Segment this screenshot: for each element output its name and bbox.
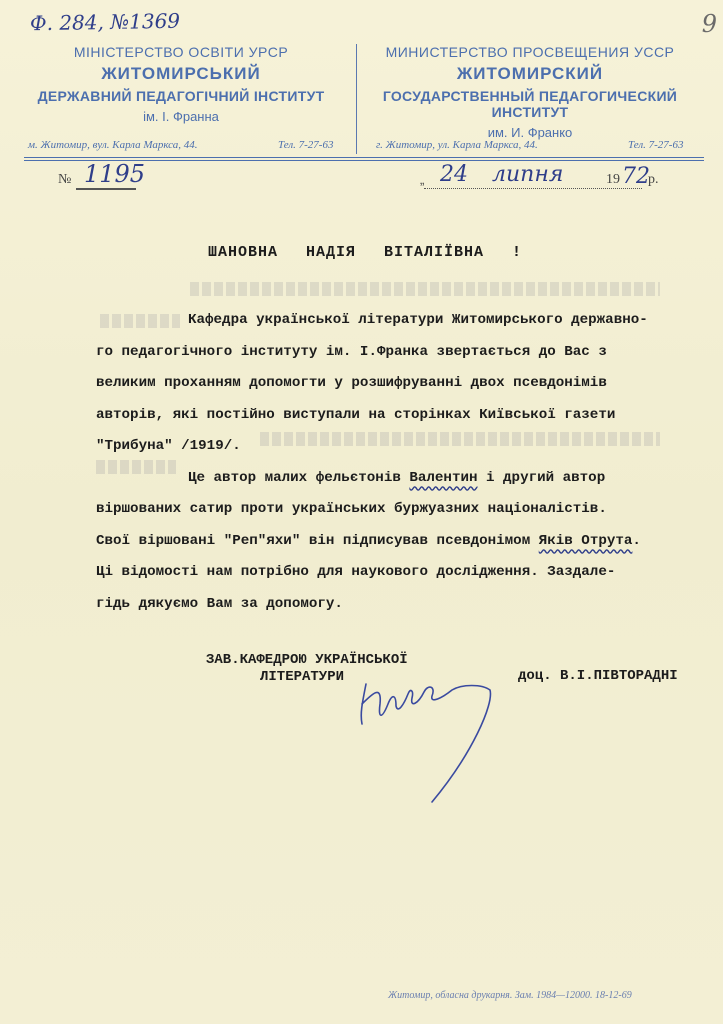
- letterhead-russian: [365, 44, 695, 140]
- letterhead-institute: ДЕРЖАВНИЙ ПЕДАГОГІЧНИЙ ІНСТИТУТ: [37, 88, 325, 104]
- body-line: [96, 463, 716, 495]
- body-text-segment: і другий автор: [477, 469, 606, 486]
- letterhead-ministry: МИНИСТЕРСТВО ПРОСВЕЩЕНИЯ УССР: [385, 44, 675, 60]
- number-underline: [76, 188, 136, 190]
- body-line: [96, 526, 716, 558]
- letterhead-divider: [356, 44, 357, 154]
- date-year-suffix: 72: [622, 164, 650, 189]
- page-number: 9: [701, 10, 717, 38]
- phone-ukrainian: Тел. 7-27-63: [278, 139, 334, 151]
- handwritten-signature: [352, 664, 502, 814]
- printer-imprint: Житомир, обласна друкарня. Зам. 1984—12000. 18-12-69: [388, 990, 632, 1001]
- letter-body: [96, 305, 716, 620]
- body-line: віршованих сатир проти українських буржуазних націоналістів.: [96, 501, 607, 517]
- letterhead-rule: [24, 157, 704, 158]
- body-line: авторів, які постійно виступали на сторінках Київської газети: [96, 406, 616, 423]
- pseudonym-valentyn: Валентин: [409, 469, 478, 486]
- date-suffix: р.: [648, 172, 659, 187]
- archive-reference-note: Ф. 284, №1369: [29, 8, 181, 36]
- letterhead-city: ЖИТОМИРСЬКИЙ: [101, 64, 261, 83]
- pseudonym-yakiv-otruta: Яків Отрута: [538, 532, 633, 549]
- date-open-quote: „: [420, 172, 425, 187]
- body-line: "Трибуна" /1919/.: [96, 438, 241, 454]
- address-ukrainian: м. Житомир, вул. Карла Маркса, 44.: [28, 139, 198, 151]
- address-russian: г. Житомир, ул. Карла Маркса, 44.: [376, 139, 538, 151]
- letterhead-city: ЖИТОМИРСКИЙ: [456, 64, 604, 83]
- signatory-name: доц. В.І.ПІВТОРАДНІ: [518, 668, 678, 684]
- body-text-segment: .: [632, 532, 641, 549]
- signatory-title-line: ЗАВ.КАФЕДРОЮ УКРАЇНСЬКОЇ: [206, 652, 408, 668]
- letterhead-ukrainian: [16, 44, 346, 124]
- letterhead-ministry: МІНІСТЕРСТВО ОСВІТИ УРСР: [73, 44, 289, 60]
- signatory-title-line: ЛІТЕРАТУРИ: [260, 669, 345, 685]
- date-day: 24: [440, 162, 468, 187]
- date-underline: [424, 188, 642, 189]
- letterhead-institute: ГОСУДАРСТВЕННЫЙ ПЕДАГОГИЧЕСКИЙ ИНСТИТУТ: [382, 88, 678, 120]
- body-line: Ці відомості нам потрібно для наукового дослідження. Заздале-: [96, 564, 616, 580]
- body-text-segment: Це автор малих фельєтонів: [188, 469, 410, 486]
- letterhead-named-after: ім. І. Франна: [143, 109, 219, 124]
- faint-offset-text: [190, 282, 660, 296]
- outgoing-number: 1195: [84, 160, 146, 188]
- date-year-prefix: 19: [606, 172, 620, 187]
- number-label: №: [58, 172, 72, 187]
- body-line: Кафедра української літератури Житомирського державно-: [188, 312, 648, 328]
- body-line: гідь дякуємо Вам за допомогу.: [96, 595, 343, 612]
- letterhead-named-after: им. И. Франко: [487, 125, 573, 140]
- date-month: липня: [492, 162, 564, 187]
- body-line: го педагогічного інституту ім. І.Франка звертається до Вас з: [96, 343, 607, 360]
- body-line: великим проханням допомогти у розшифруванні двох псевдонімів: [96, 375, 607, 391]
- phone-russian: Тел. 7-27-63: [628, 139, 684, 151]
- salutation: ШАНОВНА НАДІЯ ВІТАЛІЇВНА !: [208, 244, 523, 261]
- body-text-segment: Свої віршовані "Реп"яхи" він підписував псевдонімом: [96, 532, 539, 549]
